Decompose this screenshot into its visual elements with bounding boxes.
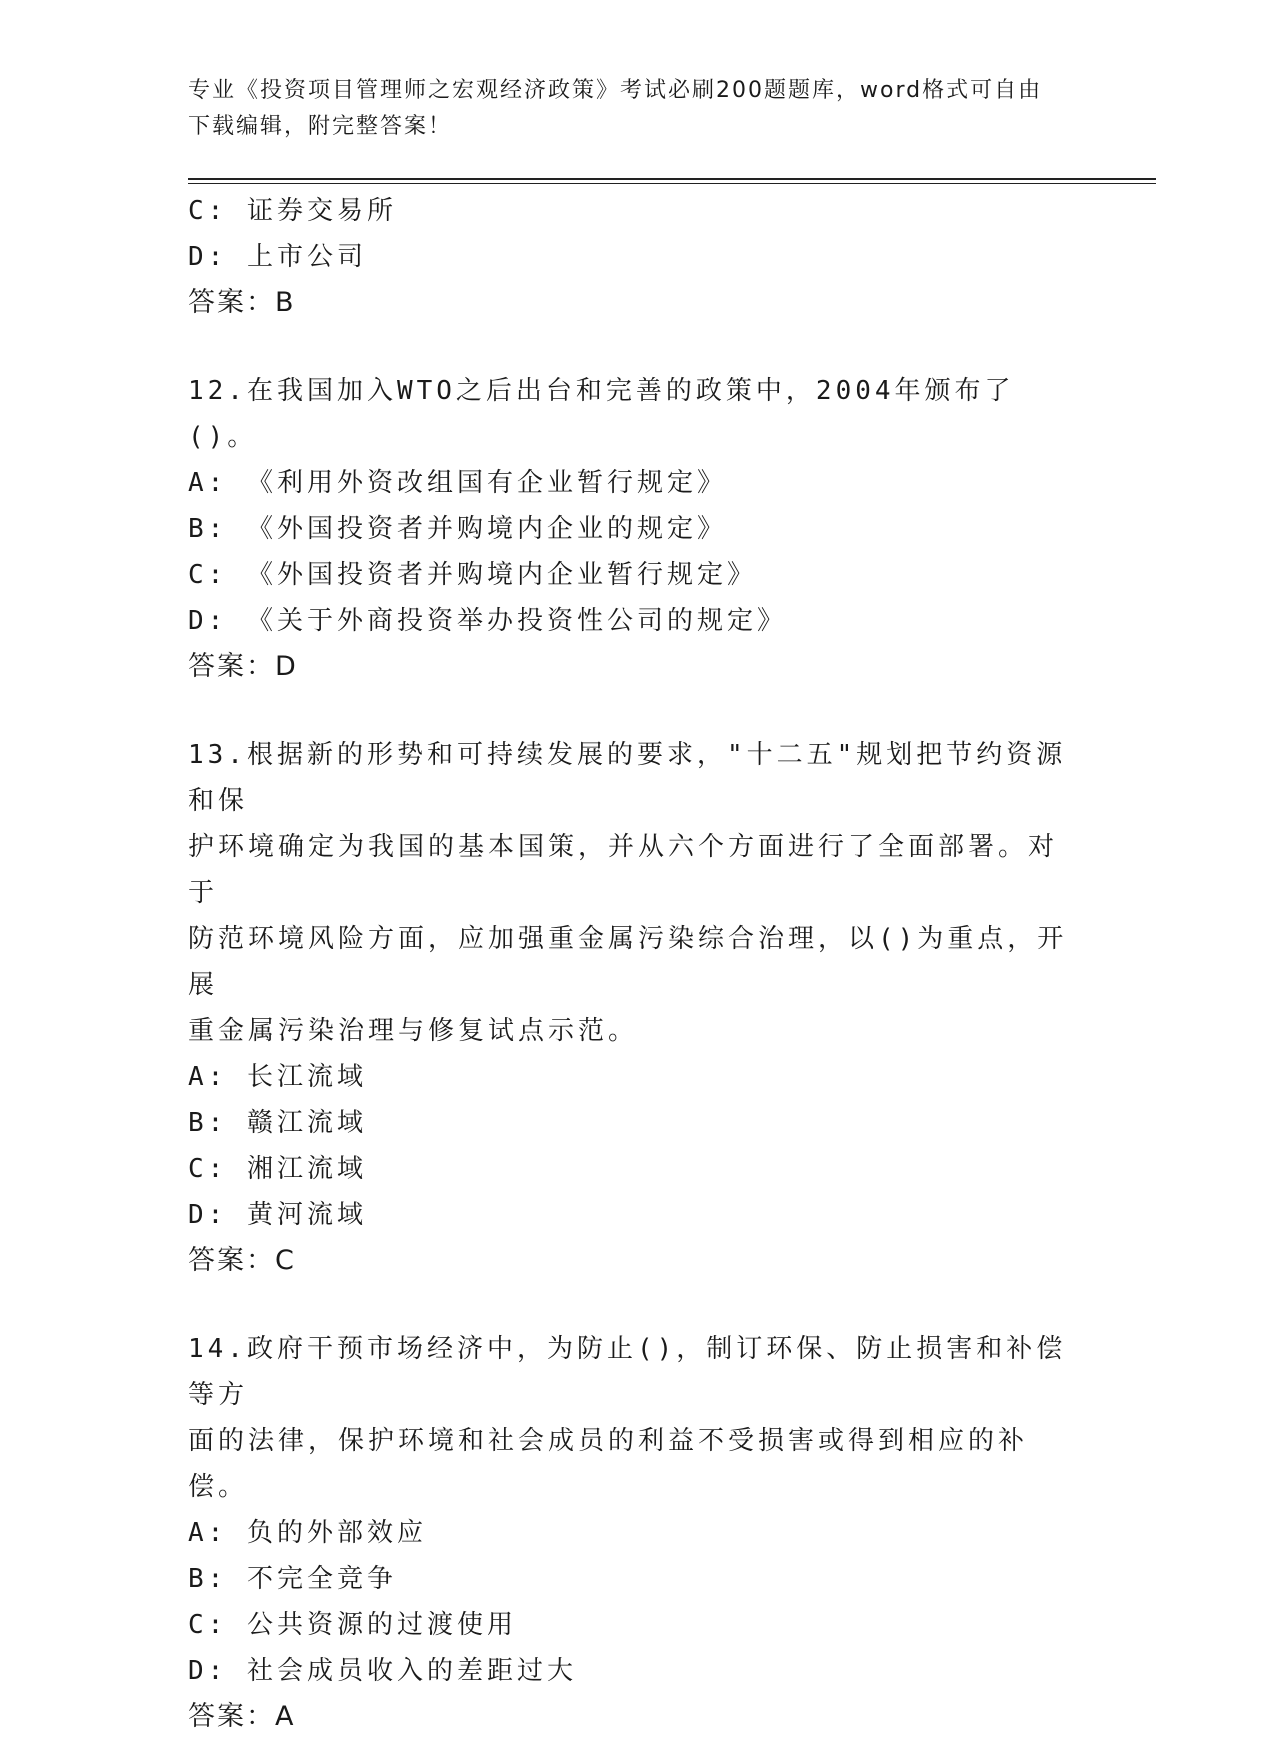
option-b: B: 《外国投资者并购境内企业的规定》 [188, 514, 727, 544]
question-content [188, 188, 1088, 1740]
question-stem-line: 面的法律，保护环境和社会成员的利益不受损害或得到相应的补偿。 [188, 1426, 1029, 1502]
answer-line: 答案：A [188, 1701, 296, 1732]
question-stem-line: 护环境确定为我国的基本国策，并从六个方面进行了全面部署。对于 [188, 832, 1059, 908]
answer-line: 答案：D [188, 651, 298, 682]
option-a: A: 《利用外资改组国有企业暂行规定》 [188, 468, 727, 498]
question-stem: 12.在我国加入WTO之后出台和完善的政策中，2004年颁布了()。 [188, 376, 1015, 452]
option-c: C: 湘江流域 [188, 1154, 367, 1184]
option-d: D: 上市公司 [188, 242, 367, 272]
question-stem-line: 14.政府干预市场经济中，为防止()，制订环保、防止损害和补偿等方 [188, 1334, 1067, 1410]
answer-line: 答案：C [188, 1245, 296, 1276]
question-14 [188, 1326, 1088, 1740]
question-12 [188, 368, 1088, 690]
header-line-1: 专业《投资项目管理师之宏观经济政策》考试必刷200题题库，word格式可自由 [188, 78, 1043, 103]
question-stem-line: 防范环境风险方面，应加强重金属污染综合治理，以()为重点，开展 [188, 924, 1068, 1000]
question-11-tail [188, 188, 1088, 326]
option-c: C: 公共资源的过渡使用 [188, 1610, 517, 1640]
header-line-2: 下载编辑，附完整答案！ [188, 114, 453, 139]
option-c: C: 证券交易所 [188, 196, 397, 226]
spacer [188, 326, 1088, 368]
header-divider [188, 178, 1156, 184]
option-b: B: 不完全竞争 [188, 1564, 397, 1594]
spacer [188, 690, 1088, 732]
option-b: B: 赣江流域 [188, 1108, 367, 1138]
question-stem-line: 13.根据新的形势和可持续发展的要求，"十二五"规划把节约资源和保 [188, 740, 1067, 816]
option-c: C: 《外国投资者并购境内企业暂行规定》 [188, 560, 757, 590]
option-d: D: 社会成员收入的差距过大 [188, 1656, 577, 1686]
option-a: A: 长江流域 [188, 1062, 367, 1092]
spacer [188, 1284, 1088, 1326]
answer-line: 答案：B [188, 287, 296, 318]
question-13 [188, 732, 1088, 1284]
option-d: D: 黄河流域 [188, 1200, 367, 1230]
question-stem-line: 重金属污染治理与修复试点示范。 [188, 1016, 639, 1046]
option-a: A: 负的外部效应 [188, 1518, 427, 1548]
option-d: D: 《关于外商投资举办投资性公司的规定》 [188, 606, 787, 636]
document-header [188, 73, 1088, 145]
